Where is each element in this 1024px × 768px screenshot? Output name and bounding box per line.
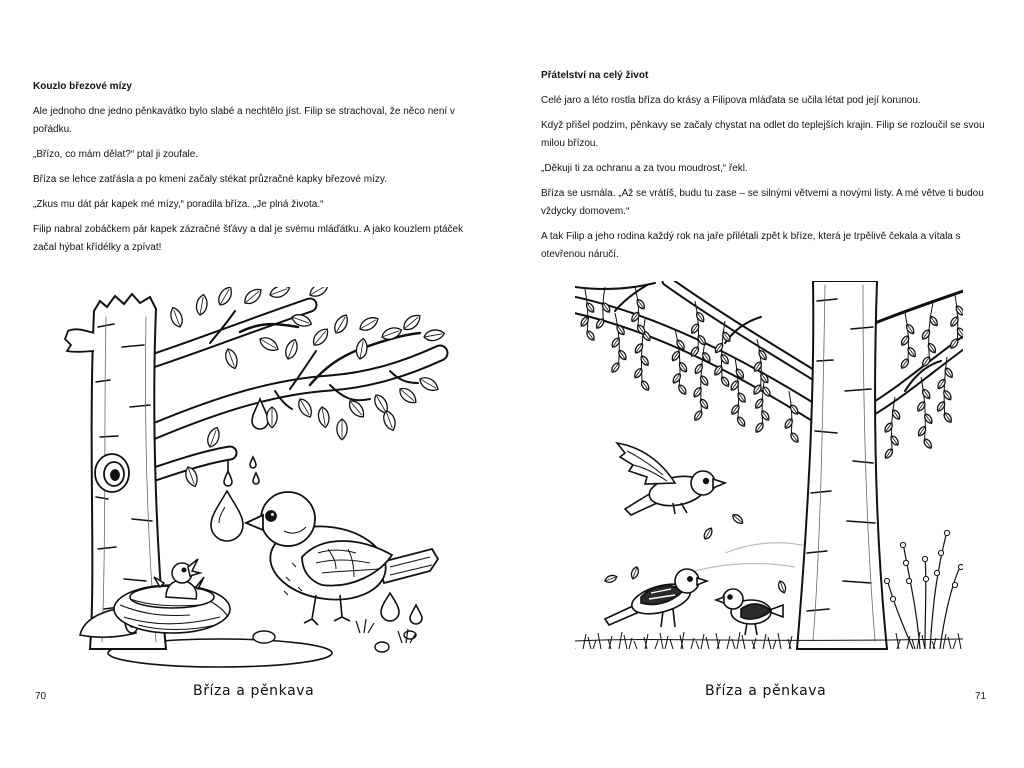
right-illustration-caption: Bříza a pěnkava [705, 683, 827, 699]
bark-mark [100, 436, 118, 437]
knot-center [111, 470, 119, 480]
left-paragraph-1: Ale jednoho dne jedno pěnkavátko bylo slabé a nechtělo jíst. Filip se strachoval, že něco není v pořádku. [33, 106, 455, 135]
chick-eye [182, 568, 186, 572]
berry [906, 578, 911, 583]
berry [900, 542, 905, 547]
left-illustration-caption: Bříza a pěnkava [193, 683, 315, 699]
tree-knot-hole [95, 454, 129, 492]
birch-and-finch-illustration-left [60, 287, 452, 679]
eye-highlight [271, 513, 274, 516]
perched-finch-head [675, 569, 699, 593]
berry [938, 550, 943, 555]
broken-branch-stub [65, 329, 94, 352]
berry [958, 564, 963, 569]
bark-mark [817, 360, 833, 361]
left-paragraph-3: Bříza se lehce zatřásla a po kmeni začaly stékat průzračné kapky březové mízy. [33, 174, 387, 185]
right-paragraph-2: Když přišel podzim, pěnkavy se začaly chystat na odlet do teplejších krajin. Filip se rozloučil se svou milou břízou. [541, 120, 985, 149]
berry [890, 596, 895, 601]
small-finch-head [723, 589, 743, 609]
right-page-text [541, 67, 989, 271]
right-paragraph-1: Celé jaro a léto rostla bříza do krásy a Filipova mláďata se učila létat pod její korunou. [541, 95, 921, 106]
right-paragraph-3: „Děkuji ti za ochranu a za tvou moudrost,“ řekl. [541, 163, 748, 174]
right-page-number: 71 [975, 691, 987, 702]
left-paragraph-4: „Zkus mu dát pár kapek mé mízy,“ poradila bříza. „Je plná života.“ [33, 199, 324, 210]
perched-finch-eye [688, 577, 692, 581]
berry [952, 582, 957, 587]
pebble [375, 642, 389, 652]
right-paragraph-5: A tak Filip a jeho rodina každý rok na jaře přilétali zpět k bříze, která je trpělivě čekala a vítala s otevřenou náručí. [541, 231, 961, 260]
left-page-heading: Kouzlo březové mízy [33, 81, 132, 92]
berry [923, 576, 928, 581]
right-paragraph-4: Bříza se usmála. „Až se vrátíš, budu tu zase – se silnými větvemi a novými listy. A mé větve ti budou vždycky domovem.“ [541, 188, 984, 217]
berry [922, 556, 927, 561]
berry [884, 578, 889, 583]
left-paragraph-2: „Břízo, co mám dělat?“ ptal ji zoufale. [33, 149, 199, 160]
left-page-text [33, 78, 465, 264]
left-paragraph-5: Filip nabral zobáčkem pár kapek zázračné šťávy a dal je svému mláďátku. A jako kouzlem ptáček začal hýbat křídélky a zpívat! [33, 224, 464, 253]
berry [944, 530, 949, 535]
leaf [267, 407, 277, 428]
flying-finch-eye [704, 479, 709, 484]
leaf [337, 419, 347, 440]
pebble [253, 631, 275, 643]
left-page-number: 70 [35, 691, 47, 702]
small-finch-eye [728, 595, 732, 599]
finch-eye [266, 511, 276, 521]
berry [903, 560, 908, 565]
birch-and-finches-illustration-right [575, 281, 963, 669]
right-page-heading: Přátelství na celý život [541, 70, 649, 81]
berry [934, 570, 939, 575]
flying-finch-head [691, 471, 715, 495]
